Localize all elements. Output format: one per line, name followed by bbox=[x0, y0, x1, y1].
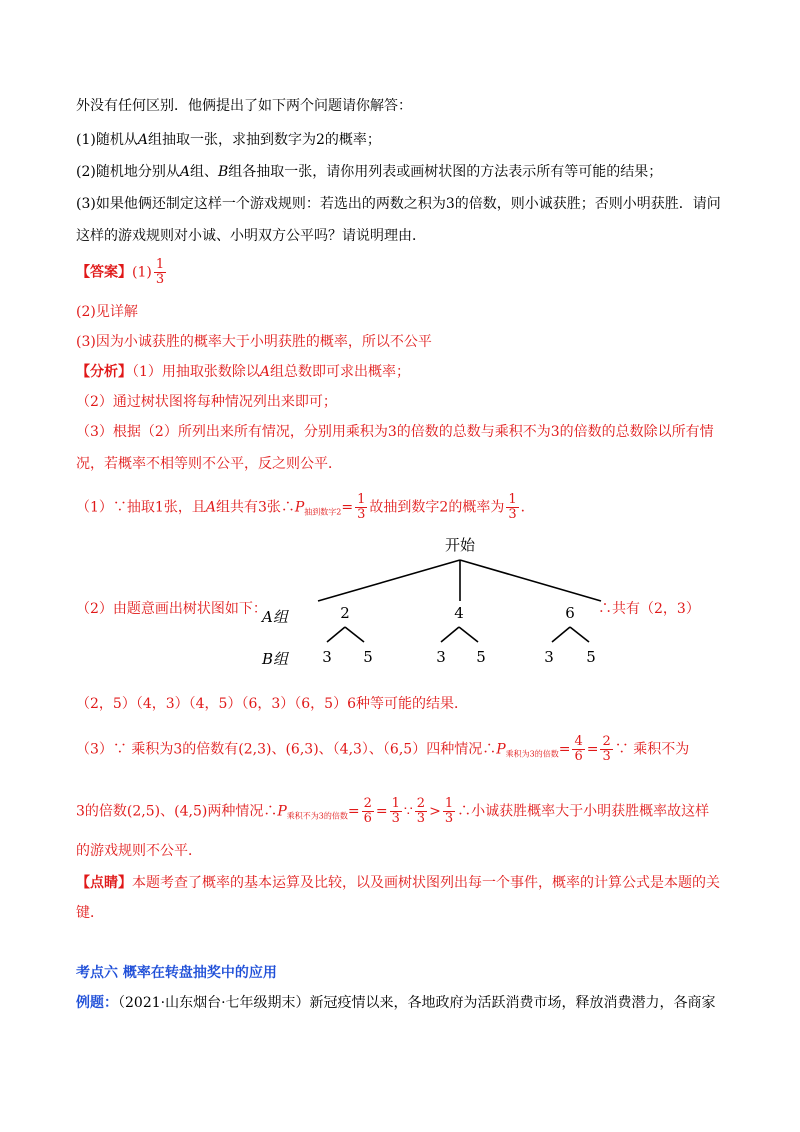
question-line-1: (1)随机从A组抽取一张，求抽到数字为2的概率； bbox=[76, 132, 381, 148]
solution-line-6: 的游戏规则不公平． bbox=[76, 843, 202, 859]
question-line-3: (3)如果他俩还制定这样一个游戏规则：若选出的两数之积为3的倍数，则小诚获胜；否则小明获胜．请问 bbox=[76, 196, 721, 212]
fraction: $\frac{1}{3}$ bbox=[391, 796, 400, 826]
tree-b-3: 3 bbox=[436, 648, 446, 666]
tree-row-a-label: A组 bbox=[262, 608, 288, 626]
comment-line-1: 【点睛】本题考查了概率的基本运算及比较，以及画树状图列出每一个事件，概率的计算公式是本题的关 bbox=[76, 875, 720, 891]
tree-a-4: 4 bbox=[454, 604, 464, 622]
tree-b-1: 3 bbox=[322, 648, 332, 666]
question-line-2: (2)随机地分别从A组、B组各抽取一张，请你用列表或画树状图的方法表示所有等可能的结果； bbox=[76, 164, 663, 180]
fraction: $\frac{4}{6}$ bbox=[574, 734, 583, 764]
fraction: $\frac{1}{3}$ bbox=[444, 796, 454, 826]
fraction: $\frac{2}{3}$ bbox=[416, 796, 426, 826]
tree-b-2: 5 bbox=[363, 648, 373, 666]
tree-b-4: 5 bbox=[476, 648, 486, 666]
fraction: $\frac{1}{3}$ bbox=[508, 492, 517, 522]
question-line-0: 外没有任何区别．他俩提出了如下两个问题请你解答： bbox=[76, 98, 412, 114]
answer-line-2: (2)见详解 bbox=[76, 304, 138, 320]
tree-row-b-label: B组 bbox=[262, 650, 289, 668]
solution-line-5: 3的倍数(2,5)、(4,5)两种情况$\therefore P_{乘积不为3的倍数}=$ $\frac{2}{6}$ = $\frac{1}{3}$ ∵ $\frac{2}{3}$ > $\frac{1}{3}$ ∴小诚获胜概率大于小明获胜概率故这样 bbox=[76, 796, 710, 826]
fraction: $\frac{1}{3}$ bbox=[155, 257, 165, 287]
fraction: $\frac{2}{6}$ bbox=[363, 796, 372, 826]
answer-tag: 【答案】 bbox=[76, 264, 132, 281]
section-title: 考点六 概率在转盘抽奖中的应用 bbox=[76, 965, 277, 981]
question-line-4: 这样的游戏规则对小诚、小明双方公平吗？请说明理由． bbox=[76, 228, 426, 244]
tree-b-5: 3 bbox=[544, 648, 554, 666]
answer-line-1: 【答案】(1) $\frac{1}{3}$ bbox=[76, 257, 165, 287]
example-label: 例题： bbox=[76, 995, 118, 1011]
solution-line-2-right: ∴共有（2，3） bbox=[598, 601, 700, 617]
comment-tag: 【点睛】 bbox=[76, 875, 132, 891]
analysis-tag: 【分析】 bbox=[76, 364, 132, 380]
tree-a-6: 6 bbox=[565, 604, 575, 622]
fraction: $\frac{1}{3}$ bbox=[357, 492, 366, 522]
solution-line-3: （2，5）（4，3）（4，5）（6，3）（6，5）6种等可能的结果． bbox=[76, 696, 468, 712]
tree-root: 开始 bbox=[444, 536, 476, 554]
answer-line-3: (3)因为小诚获胜的概率大于小明获胜的概率，所以不公平 bbox=[76, 334, 432, 350]
solution-line-1: （1）∵抽取1张，且A组共有3张$\therefore P_{抽到数字2}=$ $\frac{1}{3}$ 故抽到数字2的概率为 $\frac{1}{3}$ ． bbox=[76, 492, 535, 522]
example-line: 例题：（2021·山东烟台·七年级期末）新冠疫情以来，各地政府为活跃消费市场，释放消费潜力，各商家 bbox=[76, 995, 716, 1011]
analysis-line-3: （3）根据（2）所列出来所有情况，分别用乘积为3的倍数的总数与乘积不为3的倍数的总数除以所有情 bbox=[76, 424, 714, 440]
tree-a-2: 2 bbox=[340, 604, 350, 622]
analysis-line-1: 【分析】（1）用抽取张数除以A组总数即可求出概率； bbox=[76, 364, 411, 380]
solution-line-4: （3）∵ 乘积为3的倍数有(2,3)、(6,3)、（4,3）、（6,5）四种情况$\therefore P_{乘积为3的倍数}=$ $\frac{4}{6}$ = $\frac{2}{3}$ ∵ 乘积不为 bbox=[76, 734, 690, 764]
solution-line-2: （2）由题意画出树状图如下： bbox=[76, 601, 267, 617]
analysis-line-4: 况，若概率不相等则不公平，反之则公平． bbox=[76, 456, 342, 472]
comment-line-2: 键． bbox=[76, 905, 104, 921]
analysis-line-2: （2）通过树状图将每种情况列出来即可； bbox=[76, 394, 337, 410]
fraction: $\frac{2}{3}$ bbox=[602, 734, 611, 764]
tree-b-6: 5 bbox=[586, 648, 596, 666]
